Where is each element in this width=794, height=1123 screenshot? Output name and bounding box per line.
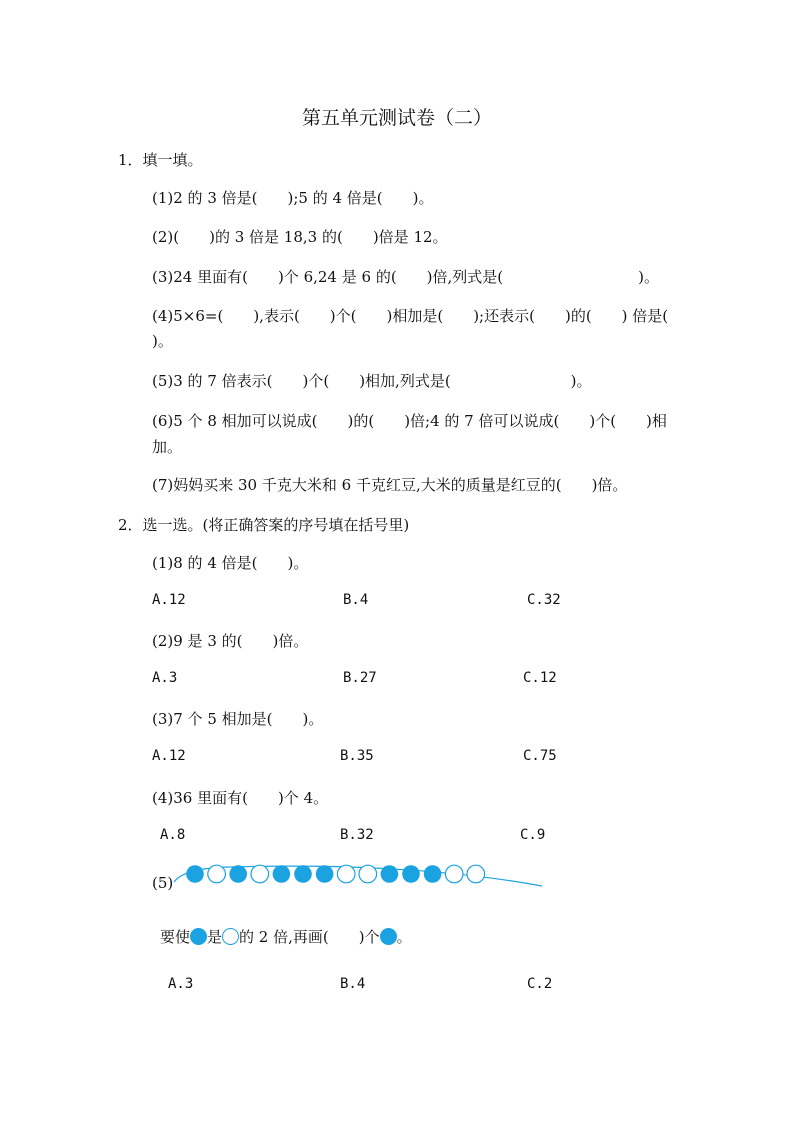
- choice-4-option-b: B.32: [340, 827, 374, 843]
- hollow-bead: [445, 865, 463, 883]
- hollow-bead: [208, 865, 226, 883]
- q5-text-a: 要使: [160, 928, 191, 946]
- choice-question-4: (4)36 里面有( )个 4。: [152, 789, 329, 807]
- bead-string-wire: [174, 866, 542, 886]
- q5-text-c: 的 2 倍,再画( )个: [239, 928, 380, 946]
- fill-item-6: (6)5 个 8 相加可以说成( )的( )倍;4 的 7 倍可以说成( )个( )相: [152, 412, 667, 430]
- choice-question-2: (2)9 是 3 的( )倍。: [152, 632, 309, 650]
- choice-5-option-a: A.3: [168, 976, 194, 992]
- fill-item-1: (1)2 的 3 倍是( );5 的 4 倍是( )。: [152, 189, 434, 207]
- choice-1-option-a: A.12: [152, 592, 186, 608]
- hollow-bead: [467, 865, 485, 883]
- fill-item-4-cont: )。: [152, 332, 173, 350]
- choice-4-option-c: C.9: [520, 827, 546, 843]
- q5-text-b: 是: [207, 928, 223, 946]
- filled-bead: [316, 865, 334, 883]
- fill-item-5: (5)3 的 7 倍表示( )个( )相加,列式是( )。: [152, 372, 592, 390]
- choice-question-5-label: (5): [152, 874, 174, 892]
- choice-5-option-b: B.4: [340, 976, 366, 992]
- hollow-bead: [359, 865, 377, 883]
- filled-bead-icon: [380, 928, 397, 945]
- filled-bead: [186, 865, 204, 883]
- choice-question-5-text: [152, 926, 412, 947]
- choice-2-option-b: B.27: [343, 670, 377, 686]
- filled-bead-icon: [190, 928, 207, 945]
- filled-bead: [402, 865, 420, 883]
- filled-bead: [229, 865, 247, 883]
- choice-5-option-c: C.2: [527, 976, 553, 992]
- choice-question-3: (3)7 个 5 相加是( )。: [152, 710, 324, 728]
- fill-item-3: (3)24 里面有( )个 6,24 是 6 的( )倍,列式是( )。: [152, 268, 659, 286]
- choice-1-option-c: C.32: [527, 592, 561, 608]
- choice-2-option-a: A.3: [152, 670, 178, 686]
- choice-1-option-b: B.4: [343, 592, 369, 608]
- hollow-bead-icon: [222, 928, 239, 945]
- filled-bead: [273, 865, 291, 883]
- hollow-bead: [337, 865, 355, 883]
- filled-bead: [424, 865, 442, 883]
- fill-item-2: (2)( )的 3 倍是 18,3 的( )倍是 12。: [152, 228, 448, 246]
- choice-2-option-c: C.12: [523, 670, 557, 686]
- fill-item-6-cont: 加。: [152, 438, 183, 456]
- page-title: 第五单元测试卷（二）: [301, 107, 492, 129]
- fill-item-7: (7)妈妈买来 30 千克大米和 6 千克红豆,大米的质量是红豆的( )倍。: [152, 476, 628, 494]
- section2-heading: 2．选一选。(将正确答案的序号填在括号里): [118, 516, 410, 534]
- fill-item-4: (4)5×6=( ),表示( )个( )相加是( );还表示( )的( ) 倍是(: [152, 307, 669, 325]
- choice-3-option-a: A.12: [152, 748, 186, 764]
- filled-bead: [381, 865, 399, 883]
- choice-3-option-c: C.75: [523, 748, 557, 764]
- choice-3-option-b: B.35: [340, 748, 374, 764]
- choice-4-option-a: A.8: [160, 827, 186, 843]
- choice-question-1: (1)8 的 4 倍是( )。: [152, 554, 309, 572]
- hollow-bead: [251, 865, 269, 883]
- bead-string-figure: [170, 856, 550, 896]
- section1-heading: 1．填一填。: [118, 151, 203, 169]
- q5-text-d: 。: [396, 928, 412, 946]
- filled-bead: [294, 865, 312, 883]
